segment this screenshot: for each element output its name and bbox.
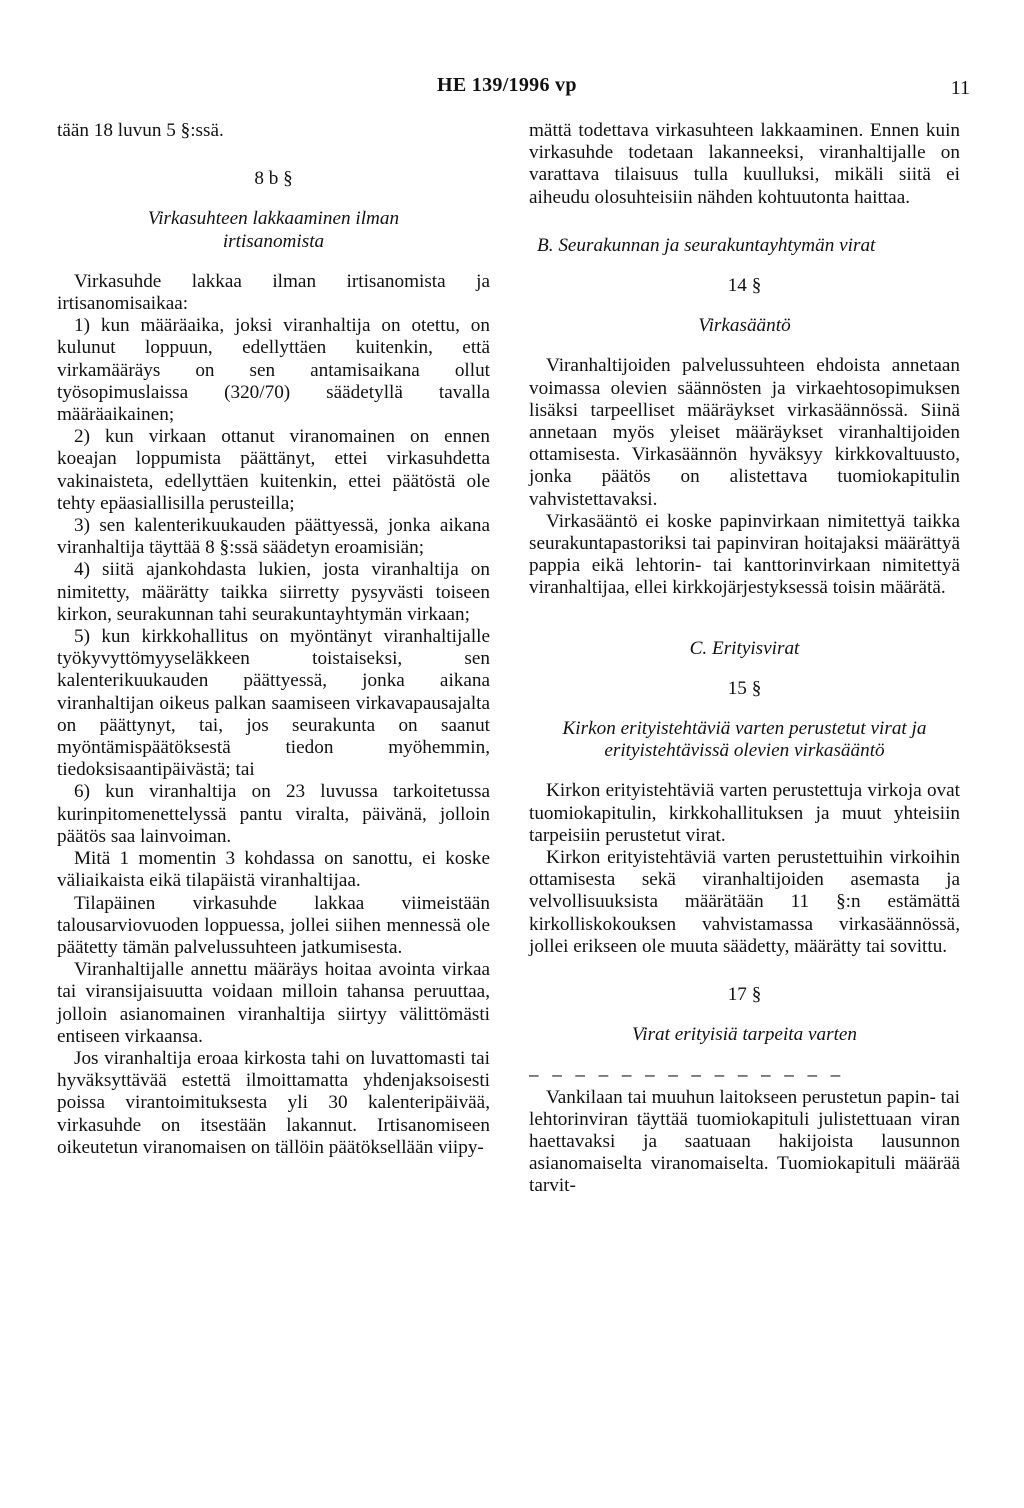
- section-number: 8 b §: [254, 168, 293, 190]
- section-title: Virkasääntö: [698, 315, 791, 337]
- omission-dashes: — — — — — — — — — — — — — —: [529, 1066, 843, 1085]
- list-item: 5) kun kirkkohallitus on myöntänyt viranhaltijalle työkyvyttömyyseläkkeen toistaiseksi, sen kalenterikuukauden päättyessä, jonka aikana viranhaltijan oikeus palkan saamiseen virkavapausajalta on päättynyt, tai, jos seurakunta on saanut myöntämispäätöksestä tiedon myöhemmin, tiedoksisaantipäivästä; tai: [57, 626, 490, 781]
- paragraph: Virkasuhde lakkaa ilman irtisanomista ja irtisanomisaikaa:: [57, 270, 490, 315]
- list-item: 1) kun määräaika, joksi viranhaltija on otettu, on kulunut loppuun, edellyttäen kuitenkin, että virkamääräys on sen antamisaikana ollut työsopimuslaissa (320/70) säädetyllä tavalla määräaikainen;: [57, 315, 490, 426]
- paragraph: Viranhaltijalle annettu määräys hoitaa avointa virkaa tai viransijaisuutta voidaan milloin tahansa peruuttaa, jolloin asianomainen viranhaltija siirtyy välittömästi entiseen virkaansa.: [57, 959, 490, 1047]
- right-column: [529, 120, 960, 1198]
- list-item: 6) kun viranhaltija on 23 luvussa tarkoitetussa kurinpitomenettelyssä pantu viralta, päivänä, jolloin päätös saa lainvoiman.: [57, 781, 490, 847]
- paragraph: Kirkon erityistehtäviä varten perustettuja virkoja ovat tuomiokapitulin, kirkkohallituksen ja muut yhteisiin tarpeisiin perustetut virat.: [529, 780, 960, 846]
- paragraph: Mitä 1 momentin 3 kohdassa on sanottu, ei koske väliaikaista eikä tilapäistä viranhaltijaa.: [57, 848, 490, 892]
- chapter-heading: B. Seurakunnan ja seurakuntayhtymän virat: [537, 234, 876, 256]
- paragraph: Tilapäinen virkasuhde lakkaa viimeistään talousarviovuoden loppuessa, jollei siihen mennessä ole päätetty tämän palvelussuhteen jatkumisesta.: [57, 892, 490, 958]
- page-number: 11: [950, 77, 970, 99]
- section-title: Virkasuhteen lakkaaminen ilman irtisanomista: [147, 208, 400, 252]
- chapter-heading: C. Erityisvirat: [689, 637, 800, 659]
- section-number: 15 §: [727, 677, 762, 699]
- left-column: [57, 120, 490, 1159]
- section-number: 17 §: [727, 984, 762, 1006]
- paragraph: Virkasääntö ei koske papinvirkaan nimitettyä taikka seurakuntapastoriksi tai papinviran hoitajaksi määrättyä pappia eikä lehtorin- tai kanttorinvirkaan nimitettyä viranhaltijaa, ellei kirkkojärjestyksessä toisin määrätä.: [529, 510, 960, 599]
- section-number: 14 §: [727, 275, 762, 297]
- list-item: 3) sen kalenterikuukauden päättyessä, jonka aikana viranhaltija täyttää 8 §:ssä säädetyn eroamisiän;: [57, 515, 490, 559]
- list-item: 4) siitä ajankohdasta lukien, josta viranhaltija on nimitetty, määrätty taikka siirretty pysyvästi toiseen kirkon, seurakunnan tahi seurakuntayhtymän virkaan;: [57, 559, 490, 625]
- paragraph: Kirkon erityistehtäviä varten perustettuihin virkoihin ottamisesta sekä viranhaltijoiden asemasta ja velvollisuuksista määrätään 11 §:n estämättä kirkolliskokouksen vahvistamassa virkasäännössä, jollei erikseen ole muuta säädetty, määrätty tai sovittu.: [529, 847, 960, 957]
- continuation-text: mättä todettava virkasuhteen lakkaaminen. Ennen kuin virkasuhde todetaan lakanneeksi, viranhaltijalle on varattava tilaisuus tulla kuulluksi, mikäli siitä ei aiheudu olosuhteisiin nähden kohtuutonta haittaa.: [529, 120, 960, 208]
- continuation-text: tään 18 luvun 5 §:ssä.: [57, 120, 224, 141]
- page-header: [0, 74, 1024, 104]
- list-item: 2) kun virkaan ottanut viranomainen on ennen koeajan loppumista päättänyt, ettei virkasuhdetta vakinaisteta, edellyttäen kuitenkin, ettei päätöstä ole tehty epäasiallisilla perusteilla;: [57, 426, 490, 514]
- section-title: Virat erityisiä tarpeita varten: [631, 1024, 858, 1046]
- paragraph: Viranhaltijoiden palvelussuhteen ehdoista annetaan voimassa olevien säännösten ja virkaehtosopimuksen lisäksi tarpeelliset määräykset virkasäännössä. Siinä annetaan myös yleiset määräykset viranhaltijoiden ottamisesta. Virkasäännön hyväksyy kirkkovaltuusto, jonka päätös on alistettava tuomiokapitulin vahvistettavaksi.: [529, 355, 960, 510]
- section-title: Kirkon erityistehtäviä varten perustetut virat ja erityistehtävissä olevien virkasääntö: [562, 718, 927, 762]
- paragraph: Vankilaan tai muuhun laitokseen perustetun papin- tai lehtorinviran täyttää tuomiokapituli julistettuaan viran haettavaksi ja saatuaan hakijoista lausunnon asianomaiselta viranomaiselta. Tuomiokapituli määrää tarvit-: [529, 1086, 960, 1197]
- running-head: HE 139/1996 vp: [437, 74, 577, 96]
- paragraph: Jos viranhaltija eroaa kirkosta tahi on luvattomasti tai hyväksyttävää estettä ilmoittamatta yhdenjaksoisesti poissa virantoimituksesta yli 30 kalenteripäivää, virkasuhde on itsestään lakannut. Irtisanomiseen oikeutetun viranomaisen on tällöin päätöksellään viipy-: [57, 1047, 490, 1158]
